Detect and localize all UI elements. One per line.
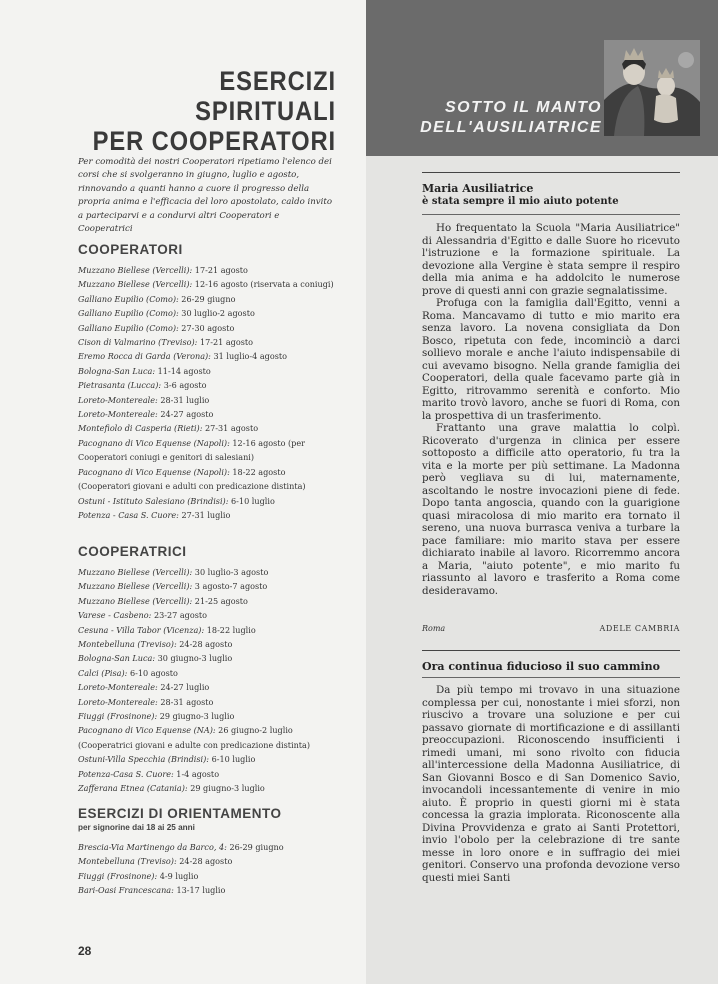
course-entry bbox=[78, 465, 340, 494]
course-entry bbox=[78, 349, 340, 363]
course-entry bbox=[78, 407, 340, 421]
course-place: Bari-Oasi Francescana: bbox=[78, 885, 174, 896]
course-entry bbox=[78, 637, 340, 651]
course-place: Pacognano di Vico Equense (Napoli): bbox=[78, 466, 230, 477]
course-place: Loreto-Montereale: bbox=[78, 696, 158, 707]
article1-paragraph: Ho frequentato la Scuola "Maria Ausiliatrice" di Alessandria d'Egitto e dalle Suore ho ricevuto l'istruzione e la formazione spirituale. La devozione alla Vergine è stata sempre il respiro della mia anima e ha addolcito le numerose prove di questi anni con grazie segnalatissime. bbox=[422, 222, 680, 297]
course-dates: 3 agosto-7 agosto bbox=[194, 581, 268, 592]
course-place: Eremo Rocca di Garda (Verona): bbox=[78, 351, 211, 362]
course-place: Varese - Casbeno: bbox=[78, 610, 152, 621]
divider bbox=[422, 677, 680, 678]
course-entry bbox=[78, 378, 340, 392]
course-place: Muzzano Biellese (Vercelli): bbox=[78, 595, 193, 606]
divider bbox=[422, 214, 680, 215]
course-entry bbox=[78, 335, 340, 349]
course-dates: 11-14 agosto bbox=[157, 365, 211, 376]
course-place: Pietrasanta (Lucca): bbox=[78, 380, 162, 391]
course-place: Montebelluna (Treviso): bbox=[78, 639, 177, 650]
article2-body bbox=[422, 684, 680, 884]
course-entry bbox=[78, 869, 340, 883]
banner-title bbox=[366, 98, 602, 138]
course-dates: 6-10 agosto bbox=[129, 667, 178, 678]
course-dates: 29 giugno-3 luglio bbox=[159, 711, 235, 722]
course-entry bbox=[78, 364, 340, 378]
course-entry bbox=[78, 321, 340, 335]
course-entry bbox=[78, 680, 340, 694]
course-entry bbox=[78, 767, 340, 781]
divider bbox=[422, 650, 680, 651]
course-place: Loreto-Montereale: bbox=[78, 682, 158, 693]
course-place: Cesuna - Villa Tabor (Vicenza): bbox=[78, 624, 205, 635]
course-entry bbox=[78, 277, 340, 291]
course-dates: 31 luglio-4 agosto bbox=[213, 351, 288, 362]
course-place: Potenza - Casa S. Cuore: bbox=[78, 509, 179, 520]
course-entry bbox=[78, 494, 340, 508]
course-dates: 27-30 agosto bbox=[181, 322, 235, 333]
course-entry bbox=[78, 709, 340, 723]
article2-title: Ora continua fiducioso il suo cammino bbox=[422, 660, 660, 673]
course-entry bbox=[78, 421, 340, 435]
course-dates: 27-31 luglio bbox=[181, 509, 231, 520]
section-orientamento bbox=[78, 806, 340, 898]
madonna-and-child-icon bbox=[604, 40, 700, 136]
course-place: Loreto-Montereale: bbox=[78, 409, 158, 420]
course-place: Montebelluna (Treviso): bbox=[78, 856, 177, 867]
course-dates: 29 giugno-3 luglio bbox=[190, 783, 265, 794]
course-entry bbox=[78, 723, 340, 752]
course-place: Bologna-San Luca: bbox=[78, 653, 156, 664]
section-heading: COOPERATRICI bbox=[78, 544, 187, 559]
course-place: Ostuni-Villa Specchia (Brindisi): bbox=[78, 754, 210, 765]
divider bbox=[422, 172, 680, 173]
page-number: 28 bbox=[78, 944, 92, 958]
course-entry bbox=[78, 565, 340, 579]
course-entry bbox=[78, 263, 340, 277]
course-dates: 17-21 agosto bbox=[199, 337, 254, 348]
course-dates: 12-16 agosto (per Cooperatori coniugi e genitori di salesiani) bbox=[78, 437, 306, 463]
course-dates: 27-31 agosto bbox=[205, 423, 259, 434]
course-list bbox=[78, 840, 340, 898]
course-dates: 24-27 luglio bbox=[160, 682, 210, 693]
course-entry bbox=[78, 594, 340, 608]
course-place: Pacognano di Vico Equense (Napoli): bbox=[78, 437, 230, 448]
section-subheading: per signorine dai 18 ai 25 anni bbox=[78, 823, 195, 832]
course-entry bbox=[78, 306, 340, 320]
course-dates: 24-27 agosto bbox=[160, 409, 214, 420]
course-dates: 28-31 luglio bbox=[160, 394, 210, 405]
course-entry bbox=[78, 579, 340, 593]
article1-body bbox=[422, 222, 680, 597]
banner-line: DELL'AUSILIATRICE bbox=[420, 119, 602, 136]
course-place: Calci (Pisa): bbox=[78, 667, 128, 678]
course-place: Ostuni - Istituto Salesiano (Brindisi): bbox=[78, 495, 229, 506]
course-place: Fiuggi (Frosinone): bbox=[78, 870, 158, 881]
section-heading: COOPERATORI bbox=[78, 242, 183, 257]
course-dates: 18-22 luglio bbox=[206, 624, 256, 635]
course-place: Cison di Valmarino (Treviso): bbox=[78, 337, 198, 348]
course-dates: 28-31 agosto bbox=[160, 696, 214, 707]
course-dates: 23-27 agosto bbox=[153, 610, 208, 621]
course-entry bbox=[78, 840, 340, 854]
course-dates: 24-28 agosto bbox=[179, 856, 233, 867]
signature-city: Roma bbox=[422, 624, 446, 633]
course-dates: 26 giugno-2 luglio (Cooperatrici giovani e adulte con predicazione distinta) bbox=[78, 725, 311, 750]
course-dates: 17-21 agosto bbox=[194, 265, 248, 275]
course-dates: 26-29 giugno bbox=[229, 842, 284, 852]
course-entry bbox=[78, 623, 340, 637]
course-place: Potenza-Casa S. Cuore: bbox=[78, 768, 174, 779]
course-entry bbox=[78, 695, 340, 709]
section-cooperatori bbox=[78, 242, 340, 522]
course-place: Galliano Eupilio (Como): bbox=[78, 322, 179, 333]
section-heading: ESERCIZI DI ORIENTAMENTO bbox=[78, 806, 282, 821]
course-dates: 1-4 agosto bbox=[176, 768, 220, 779]
course-entry bbox=[78, 651, 340, 665]
course-dates: 12-16 agosto (riservata a coniugi) bbox=[194, 279, 334, 290]
course-dates: 18-22 agosto (Cooperatori giovani e adulti con predicazione distinta) bbox=[78, 466, 306, 492]
course-dates: 24-28 agosto bbox=[179, 639, 233, 650]
course-place: Bologna-San Luca: bbox=[78, 365, 156, 376]
header-banner bbox=[366, 0, 718, 156]
course-dates: 3-6 agosto bbox=[163, 380, 207, 391]
course-dates: 6-10 luglio bbox=[211, 754, 256, 765]
course-list bbox=[78, 565, 340, 796]
course-place: Muzzano Biellese (Vercelli): bbox=[78, 265, 193, 275]
signature-author: ADELE CAMBRIA bbox=[599, 624, 680, 633]
article1-paragraph: Frattanto una grave malattia lo colpì. Ricoverato d'urgenza in clinica per essere sottoposto a difficile atto operatorio, fu tra la vita e la morte per più settimane. La Madonna però vegliava su di lui, maternamente, ascoltando le nostre invocazioni piene di fede. Dopo tanta angoscia, quando con la guarigione quasi miracolosa di mio marito era tornato il sereno, una nuova burrasca veniva a turbare la pace familiare: mio marito stava per essere dichiarato inabile al lavoro. Ricorremmo ancora a Maria, "aiuto potente", e mio marito fu riassunto al lavoro e trasferito a Roma come desideravamo. bbox=[422, 422, 680, 597]
article2-paragraph: Da più tempo mi trovavo in una situazione complessa per cui, nonostante i miei sforzi, non riuscivo a trovare una soluzione e per cui passavo giornate di mortificazione e di assillanti preoccupazioni. Riconoscendo insufficienti i rimedi umani, mi sono rivolto con fiducia all'intercessione della Madonna Ausiliatrice, di San Giovanni Bosco e di San Domenico Savio, invocandoli incessantemente di venire in mio aiuto. È proprio in questi giorni mi è stata concessa la grazia implorata. Riconoscente alla Divina Provvidenza e grato ai Santi Protettori, invio l'obolo per la celebrazione di tre sante messe in loro onore e in suffragio dei miei genitori. Conservo una profonda devozione verso questi miei Santi bbox=[422, 684, 680, 884]
banner-line: SOTTO IL MANTO bbox=[444, 99, 602, 116]
course-entry bbox=[78, 436, 340, 465]
course-list bbox=[78, 263, 340, 522]
article1-paragraph: Profuga con la famiglia dall'Egitto, venni a Roma. Mancavamo di tutto e mio marito era senza lavoro. La novena consigliata da Don Bosco, ripetuta con fede, incominciò a darci sollievo morale e anche l'aiuto indispensabile di cui avevamo bisogno. Nella grande famiglia dei Cooperatori, della quale facevamo parte già in Egitto, ritrovammo serenità e conforto. Mio marito trovò lavoro, anche se fuori di Roma, con la prospettiva di un trasferimento. bbox=[422, 297, 680, 422]
intro-paragraph: Per comodità dei nostri Cooperatori ripetiamo l'elenco dei corsi che si svolgeranno in giugno, luglio e agosto, rinnovando a quanti hanno a cuore il progresso della propria anima e l'efficacia del loro apostolato, caldo invito a parteciparvi e a condurvi altri Cooperatori e Cooperatrici bbox=[78, 157, 333, 235]
course-dates: 4-9 luglio bbox=[159, 870, 199, 881]
course-entry bbox=[78, 608, 340, 622]
article1-heading: Maria Ausiliatrice bbox=[422, 182, 534, 195]
page-title bbox=[76, 66, 336, 156]
course-dates: 26-29 giugno bbox=[181, 293, 236, 304]
course-place: Zafferana Etnea (Catania): bbox=[78, 783, 188, 794]
course-entry bbox=[78, 752, 340, 766]
course-entry bbox=[78, 666, 340, 680]
title-line: ESERCIZI SPIRITUALI bbox=[195, 66, 336, 126]
course-place: Pacognano di Vico Equense (NA): bbox=[78, 725, 216, 736]
course-dates: 6-10 luglio bbox=[231, 495, 275, 506]
title-line: PER COOPERATORI bbox=[92, 126, 337, 156]
course-place: Montefiolo di Casperia (Rieti): bbox=[78, 423, 203, 434]
course-dates: 30 giugno-3 luglio bbox=[157, 653, 233, 664]
course-place: Loreto-Montereale: bbox=[78, 394, 158, 405]
course-place: Galliano Eupilio (Como): bbox=[78, 293, 179, 304]
article1-title bbox=[422, 182, 680, 208]
article1-subheading: è stata sempre il mio aiuto potente bbox=[422, 196, 619, 207]
course-place: Fiuggi (Frosinone): bbox=[78, 711, 158, 722]
course-place: Brescia-Via Martinengo da Barco, 4: bbox=[78, 842, 227, 852]
course-place: Muzzano Biellese (Vercelli): bbox=[78, 279, 193, 290]
course-place: Galliano Eupilio (Como): bbox=[78, 308, 179, 319]
course-dates: 13-17 luglio bbox=[176, 885, 226, 896]
course-entry bbox=[78, 854, 340, 868]
course-place: Muzzano Biellese (Vercelli): bbox=[78, 567, 193, 577]
section-cooperatrici bbox=[78, 544, 340, 796]
course-entry bbox=[78, 292, 340, 306]
course-dates: 30 luglio-3 agosto bbox=[194, 567, 269, 577]
course-entry bbox=[78, 883, 340, 897]
course-entry bbox=[78, 508, 340, 522]
course-dates: 30 luglio-2 agosto bbox=[181, 308, 255, 319]
course-entry bbox=[78, 393, 340, 407]
course-place: Muzzano Biellese (Vercelli): bbox=[78, 581, 193, 592]
course-entry bbox=[78, 781, 340, 795]
madonna-image bbox=[604, 40, 700, 136]
course-dates: 21-25 agosto bbox=[194, 595, 248, 606]
